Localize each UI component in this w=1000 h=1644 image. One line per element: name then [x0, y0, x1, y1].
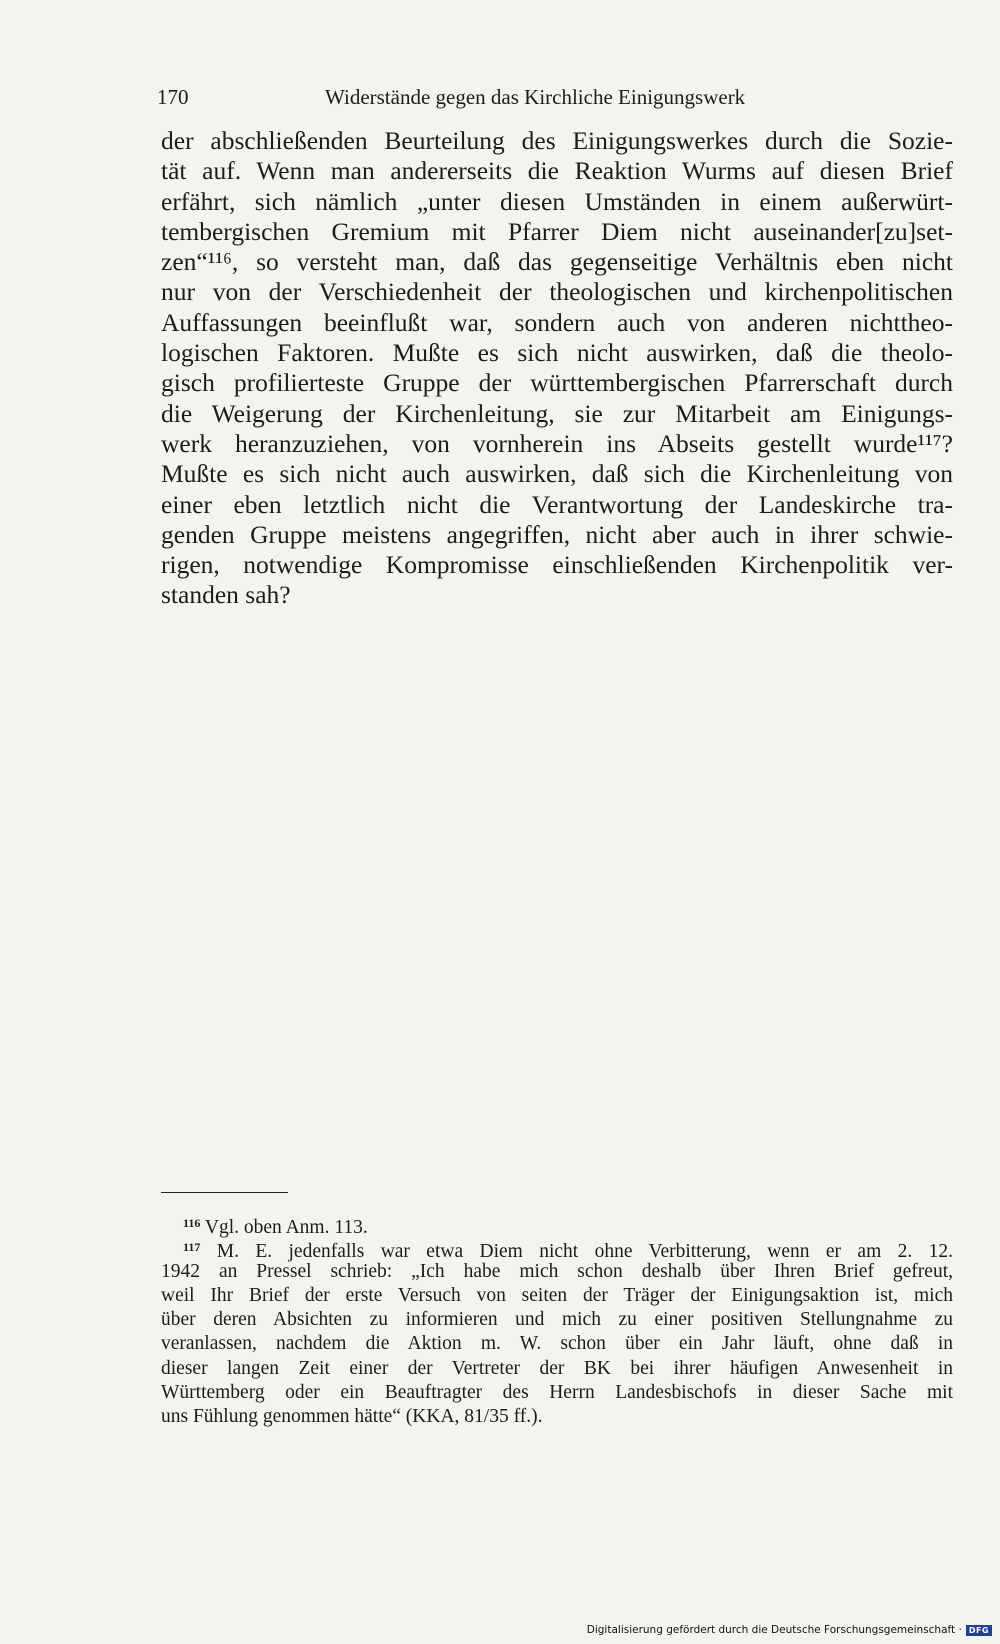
footnote-117: [161, 1235, 954, 1263]
footnote-line: weil Ihr Brief der erste Versuch von seiten der Träger der Einigungsaktion ist, mich: [161, 1284, 953, 1306]
footnote-line: veranlassen, nachdem die Aktion m. W. schon über ein Jahr läuft, ohne daß in: [161, 1333, 953, 1355]
page-number: 170: [157, 85, 189, 109]
footnote-116: [161, 1211, 953, 1238]
body-line: Mußte es sich nicht auch auswirken, daß sich die Kirchenleitung von: [161, 459, 953, 489]
footnote-line: dieser langen Zeit einer der Vertreter der BK bei ihrer häufigen Anwesenheit in: [161, 1357, 953, 1379]
body-line: der abschließenden Beurteilung des Einigungswerkes durch die Sozie-: [161, 126, 953, 155]
credit-text: Digitalisierung gefördert durch die Deutsche Forschungsgemeinschaft ·: [586, 1624, 962, 1636]
footnote-text: M. E. jedenfalls war etwa Diem nicht ohne Verbitterung, wenn er am 2. 12.: [216, 1241, 954, 1263]
body-line: werk heranzuziehen, von vornherein ins Abseits gestellt wurde¹¹⁷?: [161, 428, 953, 458]
page-header: [157, 85, 950, 115]
dfg-logo-icon: DFG: [966, 1625, 992, 1636]
body-text: [161, 126, 953, 611]
body-line: tembergischen Gremium mit Pfarrer Diem nicht auseinander[zu]set-: [161, 216, 953, 246]
running-title: Widerstände gegen das Kirchliche Einigungswerk: [325, 85, 746, 109]
footnote-divider: [161, 1192, 288, 1193]
footnote-marker: 116: [183, 1216, 201, 1230]
body-line: nur von der Verschiedenheit der theologischen und kirchenpolitischen: [161, 277, 953, 307]
footnote-marker: 117: [183, 1240, 201, 1255]
body-line: gisch profilierteste Gruppe der württembergischen Pfarrerschaft durch: [161, 368, 953, 398]
digitization-credit: [587, 1622, 992, 1638]
body-line: erfährt, sich nämlich „unter diesen Umständen in einem außerwürt-: [161, 186, 953, 216]
footnotes: [161, 1211, 953, 1430]
footnote-text: Vgl. oben Anm. 113.: [204, 1217, 368, 1238]
footnote-line: uns Fühlung genommen hätte“ (KKA, 81/35 ff.).: [161, 1406, 543, 1428]
body-line: genden Gruppe meistens angegriffen, nicht aber auch in ihrer schwie-: [161, 519, 953, 549]
body-line: die Weigerung der Kirchenleitung, sie zur Mitarbeit am Einigungs-: [161, 398, 953, 428]
footnote-line: Württemberg oder ein Beauftragter des Herrn Landesbischofs in dieser Sache mit: [161, 1382, 953, 1404]
body-line: rigen, notwendige Kompromisse einschließenden Kirchenpolitik ver-: [161, 550, 953, 580]
body-line: standen sah?: [161, 580, 291, 610]
footnote-line: über deren Absichten zu informieren und mich zu einer positiven Stellungnahme zu: [161, 1309, 953, 1331]
body-line: logischen Faktoren. Mußte es sich nicht auswirken, daß die theolo-: [161, 338, 953, 368]
body-line: Auffassungen beeinflußt war, sondern auch von anderen nichttheo-: [161, 307, 953, 337]
body-line: einer eben letztlich nicht die Verantwortung der Landeskirche tra-: [161, 489, 953, 519]
body-line: tät auf. Wenn man andererseits die Reaktion Wurms auf diesen Brief: [161, 156, 953, 186]
footnote-line: 1942 an Pressel schrieb: „Ich habe mich schon deshalb über Ihren Brief gefreut,: [161, 1260, 953, 1282]
body-line: zen“¹¹⁶, so versteht man, daß das gegenseitige Verhältnis eben nicht: [161, 247, 953, 277]
